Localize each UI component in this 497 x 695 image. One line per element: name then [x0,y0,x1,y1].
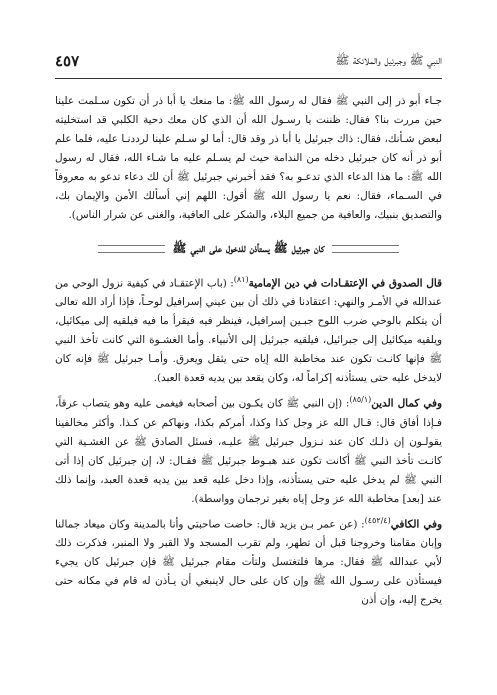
header-rule [55,78,442,79]
section-heading [99,239,399,258]
paragraph-sadouq [55,270,442,388]
footnote-ref: (٤٥٢/٤) [364,515,391,525]
paragraph-kamal-aldin [55,390,442,508]
heading-ornament-right [332,245,398,253]
page-body [55,92,442,610]
page-header [55,48,442,74]
paragraph-text: : (باب الإعتقـاد في كيفية نزول الوحي من عندالله في الأمـر والنهي: اعتقادنا في ذلك أن بين عيني إسرافيل لوحـاً، فإذا أراد الله تعالى أن يتكلم بالوحي ضرب اللوح جبـين إسرافيل، فينظر فيه فيقرأ ما فيه فيلقيه إلى ميكائيل، ويلقيه ميكائيل إلى جبرائيل، فيلقيه جبرئيل إلى الأنبياء. وأما الغشـوة التي كانت تأخذ النبي ﷺ فإنها كانـت تكون عند مخاطبة الله إياه حتى يثقل ويعرق. وأمـا جبرئيل ﷺ فإنه كان لايدخل عليه حتى يستأذنه إكراماً له، وكان يقعد بين يديه قعدة العبد). [55,277,442,385]
footnote-ref: (٨١) [233,275,249,284]
paragraph-kafi [55,511,442,610]
intro-paragraph: جـاء أبو ذر إلى النبي ﷺ فقال له رسول الله ﷺ: ما منعك يا أبا ذر أن تكون سـلمت علينا حين مررت بنا؟ فقال: ظننت يا رسـول الله أن الذي كان معك دحية الكلبي قد استخليته لبعض شـأنك، فقال: ذاك جبرئيل يا أبا ذر وقد قال: أما لو سـلم علينا لرددنـا عليه، فلما علم أبو ذر أنه كان جبرئيل دخله من الندامة حيث لم يسـلم عليه ما شـاء الله، فقال له رسول الله ﷺ: ما هذا الدعاء الذي تدعـو به؟ فقد أخبرني جبرئيل ﷺ أن لك دعاء تدعو به معروفاً في السـماء، فقال: نعم يا رسول الله ﷺ أقول: اللهم إني أسألك الأمن والإيمان بك، والتصديق بنبيك، والعافية من جميع البلاء، والشكر على العافية، والغنى عن شرار الناس). [55,95,442,221]
section-heading-text: كان جبرئيل ﷺ يستأذن للدخول على النبي ﷺ [172,241,325,255]
paragraph-lead: وفي كمال الدين [371,397,443,410]
heading-ornament-left [98,245,164,253]
running-title: النبي ﷺ وجبرئيل والملائكة ﷺ [335,52,442,67]
paragraph-lead: قال الصدوق في الإعتقـادات في دين الإمامية [248,277,442,290]
paragraph-text: : (إن النبي ﷺ كان يكـون بين أصحابه فيغمى عليه وهو يتصاب عرقاً، فـإذا أفاق قال: قـال الله عز وجل كذا وكذا، أمركم بكذا، ونهاكم عن كـذا. وأكثر مخالفينا يقولـون إن ذلـك كان عند نـزول جبرئيل ﷺ عليـه، فسئل الصادق ﷺ عن الغشـية التي كانـت تأخذ النبي ﷺ أكانت تكون عند هبـوط جبرئيل ﷺ فقـال: لا، إن جبرئيل كان إذا أتى النبي ﷺ لم يدخل عليه حتى يستأذنه، وإذا دخل عليه قعد بين يديه قعدة العبد، وإنما ذلك عند [بعد] مخاطبة الله عز وجل إياه بغير ترجمان وواسطة). [55,397,442,505]
footnote-ref: (٨٥/١) [349,395,372,405]
page-number: ٤٥٧ [55,52,80,70]
paragraph-lead: وفي الكافي [390,518,442,531]
paragraph-text: : (عن عمر بـن يزيد قال: حاضت صاحبتي وأنا بالمدينة وكان ميعاد جمالنا وإبان مقامنا وخروجنا قبل أن تطهر، ولم تقرب المسجد ولا القبر ولا المنبر، فذكرت ذلك لأبي عبدالله ﷺ فقال: مرها فلتغتسل ولتأت مقام جبرئيل ﷺ فإن جبرئيل كان يجيء فيستأذن على رسـول الله ﷺ وإن كان على حال لاينبغي أن يـأذن له قام في مكانه حتى يخرج إليه، وإن أذن [55,518,442,607]
